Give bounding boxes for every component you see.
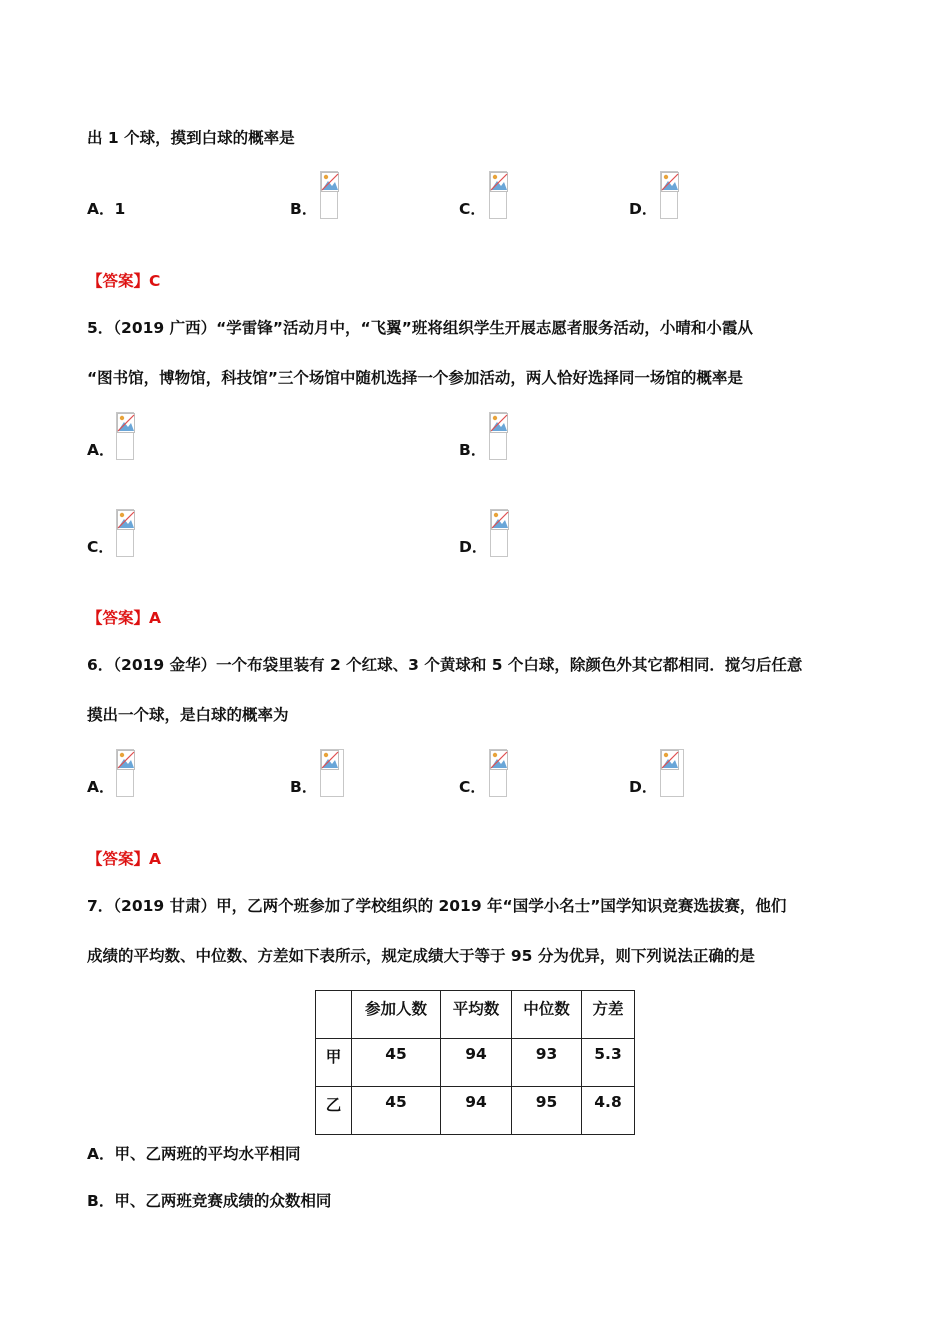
q5-stem-line1: 5．（2019 广西）“学雷锋”活动月中，“飞翼”班将组织学生开展志愿者服务活动，小晴和小霞从 bbox=[87, 319, 753, 337]
table-row bbox=[316, 1087, 635, 1135]
table-cell: 4.8 bbox=[582, 1087, 635, 1135]
q5-option-b-label: B． bbox=[459, 441, 487, 459]
broken-image-icon bbox=[320, 749, 344, 797]
q6-option-a-label: A． bbox=[87, 778, 115, 796]
q6-answer: 【答案】A bbox=[87, 850, 161, 868]
broken-image-icon bbox=[116, 509, 134, 557]
broken-image-icon bbox=[489, 171, 507, 219]
table-cell: 45 bbox=[352, 1039, 441, 1087]
q5-stem-line2: “图书馆，博物馆，科技馆”三个场馆中随机选择一个参加活动，两人恰好选择同一场馆的概率是 bbox=[87, 369, 743, 387]
q6-option-b-label: B． bbox=[290, 778, 318, 796]
q4-option-c-label: C． bbox=[459, 200, 486, 218]
q4-answer: 【答案】C bbox=[87, 272, 161, 290]
q4-option-d-label: D． bbox=[629, 200, 658, 218]
broken-image-icon bbox=[116, 749, 134, 797]
q7-stem-line1: 7．（2019 甘肃）甲，乙两个班参加了学校组织的 2019 年“国学小名士”国学知识竞赛选拔赛，他们 bbox=[87, 897, 787, 915]
table-cell: 93 bbox=[512, 1039, 582, 1087]
table-row bbox=[316, 1039, 635, 1087]
table-cell: 95 bbox=[512, 1087, 582, 1135]
table-row-label: 甲 bbox=[316, 1039, 352, 1087]
table-header-cell: 中位数 bbox=[512, 991, 582, 1039]
broken-image-icon bbox=[660, 749, 684, 797]
table-cell bbox=[316, 991, 352, 1039]
table-header-cell: 平均数 bbox=[441, 991, 512, 1039]
q5-option-c-label: C． bbox=[87, 538, 114, 556]
broken-image-icon bbox=[660, 171, 678, 219]
q5-option-d-label: D． bbox=[459, 538, 488, 556]
table-header-row bbox=[316, 991, 635, 1039]
q5-option-a-label: A． bbox=[87, 441, 115, 459]
table-cell: 5.3 bbox=[582, 1039, 635, 1087]
q6-stem-line2: 摸出一个球，是白球的概率为 bbox=[87, 706, 289, 724]
q4-option-b-label: B． bbox=[290, 200, 318, 218]
q4-option-a-label: A．1 bbox=[87, 200, 126, 218]
table-header-cell: 参加人数 bbox=[352, 991, 441, 1039]
q6-option-c-label: C． bbox=[459, 778, 486, 796]
table-cell: 45 bbox=[352, 1087, 441, 1135]
q7-option-b: B．甲、乙两班竞赛成绩的众数相同 bbox=[87, 1192, 332, 1210]
table-row-label: 乙 bbox=[316, 1087, 352, 1135]
q7-stem-line2: 成绩的平均数、中位数、方差如下表所示，规定成绩大于等于 95 分为优异，则下列说法正确的是 bbox=[87, 947, 755, 965]
broken-image-icon bbox=[320, 171, 338, 219]
table-cell: 94 bbox=[441, 1039, 512, 1087]
score-table bbox=[315, 990, 635, 1135]
q4-stem-tail: 出 1 个球，摸到白球的概率是 bbox=[87, 129, 295, 147]
broken-image-icon bbox=[489, 412, 507, 460]
q7-option-a: A．甲、乙两班的平均水平相同 bbox=[87, 1145, 301, 1163]
q5-answer: 【答案】A bbox=[87, 609, 161, 627]
table-cell: 94 bbox=[441, 1087, 512, 1135]
table-header-cell: 方差 bbox=[582, 991, 635, 1039]
broken-image-icon bbox=[489, 749, 507, 797]
q6-option-d-label: D． bbox=[629, 778, 658, 796]
q6-stem-line1: 6．（2019 金华）一个布袋里装有 2 个红球、3 个黄球和 5 个白球，除颜色外其它都相同．搅匀后任意 bbox=[87, 656, 803, 674]
broken-image-icon bbox=[490, 509, 508, 557]
broken-image-icon bbox=[116, 412, 134, 460]
